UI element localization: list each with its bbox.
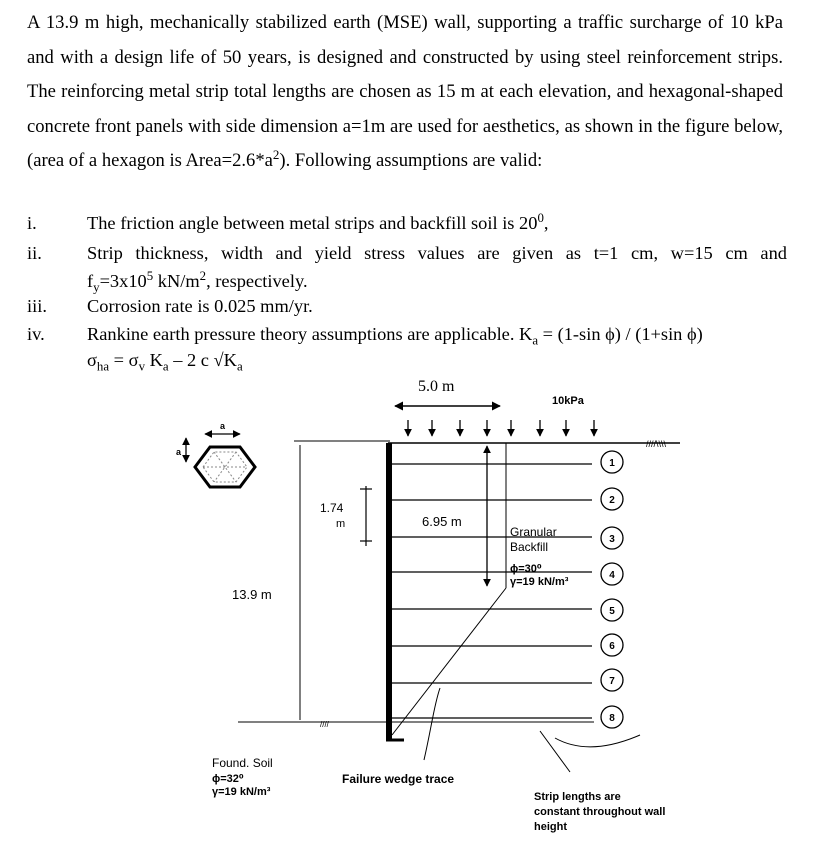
- surcharge-label: 10kPa: [552, 395, 584, 407]
- backfill-phi: ϕ=30⁰: [510, 563, 542, 575]
- backfill-title: Granular: [510, 525, 557, 539]
- problem-sup: 2: [272, 147, 280, 163]
- equation-text: [87, 349, 787, 372]
- strip-note: height: [534, 821, 567, 833]
- assumption-text: Corrosion rate is 0.025 mm/yr.: [87, 296, 313, 316]
- text-part: – 2 c √K: [168, 350, 237, 370]
- text-part: , respectively.: [206, 271, 308, 291]
- surcharge-arrows: [408, 420, 594, 436]
- failure-wedge-line: [392, 588, 506, 735]
- text-part: K: [145, 350, 163, 370]
- mse-wall-figure: [0, 370, 827, 846]
- text-sub: a: [532, 333, 539, 348]
- text-part: f: [87, 271, 94, 291]
- backfill-gamma: γ=19 kN/m³: [510, 576, 569, 588]
- text-sup: 2: [199, 268, 207, 283]
- wedge-leader-line: [424, 688, 440, 760]
- text-sub: a: [162, 359, 169, 374]
- text-part: σ: [87, 350, 97, 370]
- strip-number: 7: [609, 676, 615, 687]
- strip-note: Strip lengths are: [534, 791, 621, 803]
- strip-number: 1: [609, 458, 615, 469]
- reinforcement-strips: [392, 464, 592, 718]
- height-label: 13.9 m: [232, 587, 272, 602]
- hexagon-panel-icon: [186, 434, 255, 487]
- assumption-number: iii.: [27, 296, 47, 316]
- assumption-text: Strip thickness, width and yield stress values are given as t=1 cm, w=15 cm and: [87, 243, 787, 263]
- failure-wedge-label: Failure wedge trace: [342, 772, 455, 786]
- assumption-text: [87, 323, 787, 346]
- base-hatch-icon: ////: [320, 720, 329, 729]
- text-sub: ha: [96, 359, 110, 374]
- foundation-phi: ϕ=32⁰: [212, 773, 244, 785]
- assumption-number: iv.: [27, 324, 45, 344]
- text-part: = σ: [109, 350, 139, 370]
- text-part: Rankine earth pressure theory assumptions are applicable. K: [87, 324, 533, 344]
- width-label: 5.0 m: [418, 378, 455, 395]
- text-part: =3x10: [99, 271, 147, 291]
- problem-paragraph: [27, 6, 783, 179]
- text-part: = (1-sin ϕ) / (1+sin ϕ): [538, 324, 703, 344]
- spacing-label: 1.74: [320, 501, 344, 515]
- strip-note-pointer: [540, 731, 570, 772]
- strip-numbers: [609, 458, 615, 724]
- hexagon-side-label: a: [176, 447, 182, 457]
- hexagon-side-label: a: [220, 421, 226, 431]
- strip-number: 3: [609, 534, 615, 545]
- strip-note-leader: [555, 735, 640, 747]
- text-sup: 5: [146, 268, 154, 283]
- spacing-label-unit: m: [336, 518, 346, 530]
- assumption-text-tail: ,: [543, 213, 549, 233]
- ground-hatch-icon: ////\\\\: [646, 439, 667, 449]
- strip-number: 4: [609, 570, 615, 581]
- text-part: kN/m: [153, 271, 200, 291]
- text-sub: v: [138, 359, 145, 374]
- assumption-text: [87, 212, 787, 235]
- text-sub: y: [93, 280, 100, 295]
- foundation-gamma: γ=19 kN/m³: [212, 786, 271, 798]
- strip-number: 6: [609, 641, 615, 652]
- strip-number: 5: [609, 606, 615, 617]
- wall-facing: [386, 443, 392, 739]
- backfill-title: Backfill: [510, 540, 549, 554]
- foundation-title: Found. Soil: [212, 756, 273, 770]
- depth-label: 6.95 m: [422, 514, 462, 529]
- problem-text-end: ). Following assumptions are valid:: [279, 150, 543, 172]
- problem-statement: [27, 6, 783, 179]
- strip-number: 2: [609, 495, 615, 506]
- assumption-number: ii.: [27, 243, 42, 263]
- assumption-sup: 0: [537, 210, 544, 225]
- strip-note: constant throughout wall: [534, 806, 666, 818]
- text-sub: a: [236, 359, 243, 374]
- assumption-text: [87, 270, 787, 293]
- strip-number: 8: [609, 713, 615, 724]
- assumption-number: i.: [27, 213, 37, 233]
- problem-text: A 13.9 m high, mechanically stabilized earth (MSE) wall, supporting a traffic surcharge of 10 kPa and with a design life of 50 years, is designed and constructed by using steel reinforcement strips. The reinforcing metal strip total lengths are chosen as 15 m at each elevation, and hexagonal-shaped concrete front panels with side dimension a=1m are used for aesthetics, as shown in the figure below, (area of a hexagon is Area=2.6*a: [27, 12, 783, 172]
- assumption-text-part: The friction angle between metal strips and backfill soil is 20: [87, 213, 538, 233]
